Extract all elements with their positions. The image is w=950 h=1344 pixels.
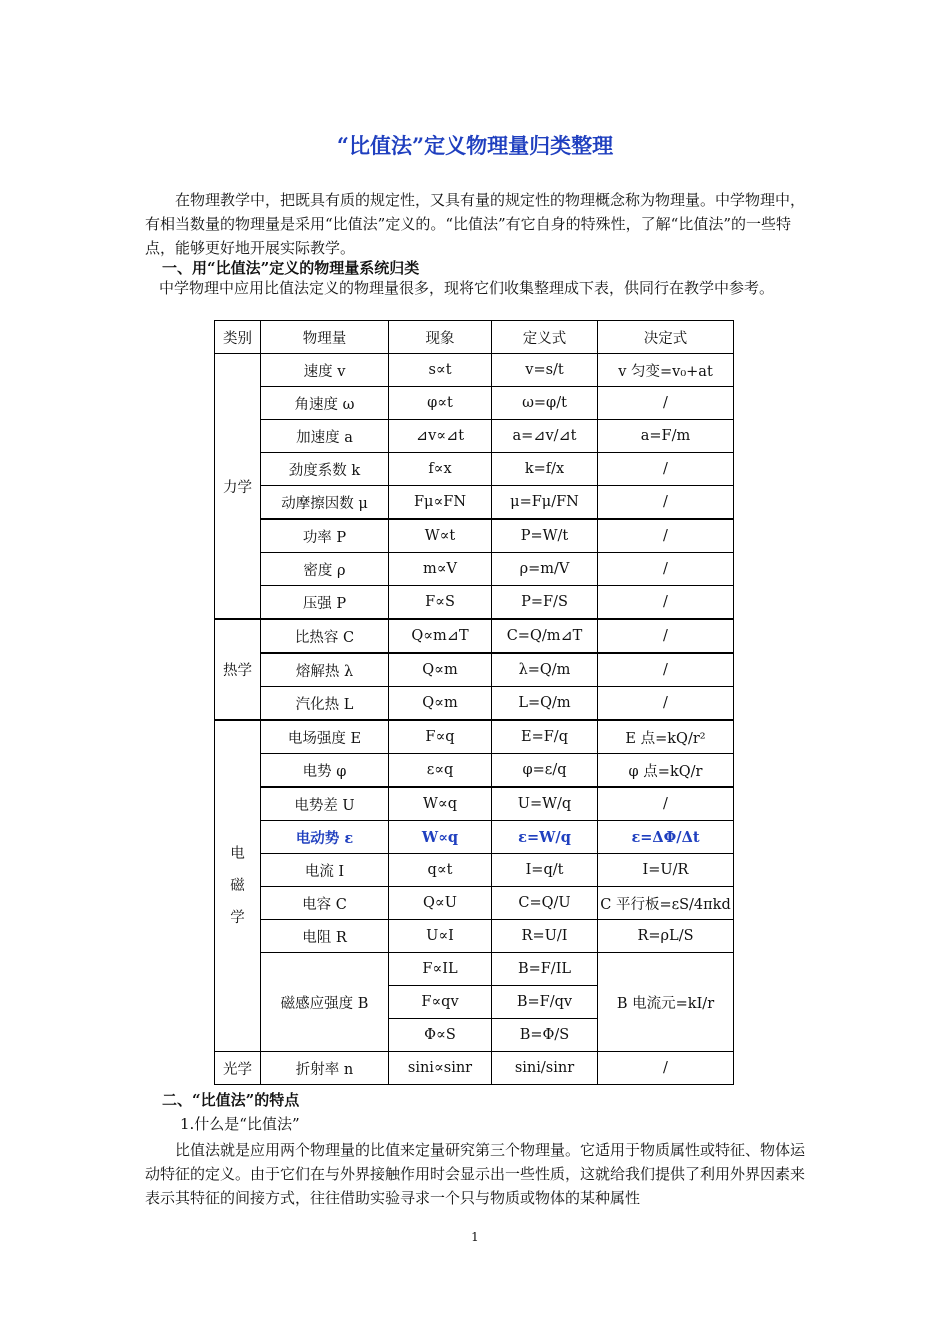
quantity-cell: 速度 v <box>261 354 389 387</box>
determination-cell: / <box>598 619 734 653</box>
definition-cell: I=q/t <box>492 854 598 887</box>
section2-heading: 二、“比值法”的特点 <box>162 1091 300 1109</box>
definition-cell: sini/sinr <box>492 1052 598 1085</box>
determination-cell: / <box>598 653 734 687</box>
determination-cell: / <box>598 787 734 821</box>
quantity-cell: 折射率 n <box>261 1052 389 1085</box>
definition-cell: C=Q/m⊿T <box>492 619 598 653</box>
phenomenon-cell: ε∝q <box>389 754 492 788</box>
phenomenon-cell: Φ∝S <box>389 1019 492 1052</box>
table-row <box>215 754 734 788</box>
intro-paragraph: 在物理教学中，把既具有质的规定性，又具有量的规定性的物理概念称为物理量。中学物理中，有相当数量的物理量是采用“比值法”定义的。“比值法”有它自身的特殊性，了解“比值法”的一些特点，能够更好地开展实际教学。 <box>145 191 806 257</box>
section2-subheading: 1.什么是“比值法” <box>180 1115 300 1133</box>
table-row <box>215 854 734 887</box>
determination-cell: / <box>598 1052 734 1085</box>
phenomenon-cell: φ∝t <box>389 387 492 420</box>
definition-cell: E=F/q <box>492 720 598 754</box>
determination-cell: a=F/m <box>598 420 734 453</box>
phenomenon-cell: Fμ∝FN <box>389 486 492 520</box>
determination-cell: φ 点=kQ/r <box>598 754 734 788</box>
determination-cell: / <box>598 553 734 586</box>
quantity-cell: 电势 φ <box>261 754 389 788</box>
determination-cell: R=ρL/S <box>598 920 734 953</box>
quantity-cell: 汽化热 L <box>261 687 389 721</box>
category-optics: 光学 <box>215 1052 261 1085</box>
table-row <box>215 586 734 620</box>
table-row <box>215 553 734 586</box>
definition-cell: B=F/qv <box>492 986 598 1019</box>
table-row <box>215 619 734 653</box>
category-mechanics: 力学 <box>215 354 261 620</box>
definition-cell: U=W/q <box>492 787 598 821</box>
phenomenon-cell: W∝q <box>389 787 492 821</box>
definition-cell: μ=Fμ/FN <box>492 486 598 520</box>
table-row <box>215 387 734 420</box>
determination-cell: / <box>598 486 734 520</box>
category-em-char: 电 <box>230 846 245 862</box>
phenomenon-cell: m∝V <box>389 553 492 586</box>
phenomenon-cell: Q∝m⊿T <box>389 619 492 653</box>
header-phenomenon: 现象 <box>389 321 492 354</box>
quantity-cell: 电场强度 E <box>261 720 389 754</box>
page-number: 1 <box>471 1230 479 1244</box>
phenomenon-cell: F∝qv <box>389 986 492 1019</box>
quantity-cell: 功率 P <box>261 519 389 553</box>
table-row <box>215 787 734 821</box>
phenomenon-cell: s∝t <box>389 354 492 387</box>
determination-cell: / <box>598 687 734 721</box>
quantity-cell: 角速度 ω <box>261 387 389 420</box>
determination-cell: C 平行板=εS/4πkd <box>598 887 734 920</box>
category-electromagnetism <box>215 720 261 1052</box>
table-row <box>215 653 734 687</box>
definition-cell: φ=ε/q <box>492 754 598 788</box>
quantity-cell: 压强 P <box>261 586 389 620</box>
phenomenon-cell: Q∝U <box>389 887 492 920</box>
phenomenon-cell: U∝I <box>389 920 492 953</box>
definition-cell: λ=Q/m <box>492 653 598 687</box>
section1-heading: 一、用“比值法”定义的物理量系统归类 <box>162 259 420 277</box>
category-em-char: 学 <box>230 910 245 926</box>
determination-cell: / <box>598 453 734 486</box>
definition-cell: C=Q/U <box>492 887 598 920</box>
determination-cell: v 匀变=v₀+at <box>598 354 734 387</box>
table-row <box>215 720 734 754</box>
phenomenon-cell: f∝x <box>389 453 492 486</box>
definition-cell: B=F/IL <box>492 953 598 986</box>
table-row <box>215 486 734 520</box>
table-row <box>215 420 734 453</box>
phenomenon-cell: Q∝m <box>389 653 492 687</box>
table-row <box>215 1052 734 1085</box>
page-title: “比值法”定义物理量归类整理 <box>336 133 614 158</box>
table-row <box>215 354 734 387</box>
quantity-cell: 电势差 U <box>261 787 389 821</box>
definition-cell: B=Φ/S <box>492 1019 598 1052</box>
phenomenon-cell: q∝t <box>389 854 492 887</box>
header-definition: 定义式 <box>492 321 598 354</box>
quantity-cell: 密度 ρ <box>261 553 389 586</box>
table-row <box>215 519 734 553</box>
quantity-cell: 电阻 R <box>261 920 389 953</box>
table-row <box>215 953 734 986</box>
phenomenon-cell: Q∝m <box>389 687 492 721</box>
category-em-char: 磁 <box>230 878 245 894</box>
phenomenon-cell: F∝q <box>389 720 492 754</box>
table-header-row <box>215 321 734 354</box>
quantity-table <box>214 320 734 1085</box>
definition-cell: R=U/I <box>492 920 598 953</box>
phenomenon-cell: sini∝sinr <box>389 1052 492 1085</box>
definition-cell: ω=φ/t <box>492 387 598 420</box>
quantity-cell: 劲度系数 k <box>261 453 389 486</box>
quantity-cell: 加速度 a <box>261 420 389 453</box>
definition-cell: ε=W/q <box>492 821 598 854</box>
quantity-cell: 电流 I <box>261 854 389 887</box>
definition-cell: P=W/t <box>492 519 598 553</box>
determination-cell: I=U/R <box>598 854 734 887</box>
table-row <box>215 687 734 721</box>
quantity-cell-magnetic: 磁感应强度 B <box>261 953 389 1052</box>
definition-cell: a=⊿v/⊿t <box>492 420 598 453</box>
definition-cell: k=f/x <box>492 453 598 486</box>
quantity-cell: 熔解热 λ <box>261 653 389 687</box>
table-row <box>215 920 734 953</box>
definition-cell: L=Q/m <box>492 687 598 721</box>
phenomenon-cell: W∝q <box>389 821 492 854</box>
determination-cell-magnetic: B 电流元=kI/r <box>598 953 734 1052</box>
determination-cell: ε=ΔΦ/Δt <box>598 821 734 854</box>
quantity-cell: 电动势 ε <box>261 821 389 854</box>
header-determination: 决定式 <box>598 321 734 354</box>
category-thermal: 热学 <box>215 619 261 720</box>
table-row <box>215 453 734 486</box>
definition-cell: P=F/S <box>492 586 598 620</box>
determination-cell: / <box>598 586 734 620</box>
section2-paragraph: 比值法就是应用两个物理量的比值来定量研究第三个物理量。它适用于物质属性或特征、物体运动特征的定义。由于它们在与外界接触作用时会显示出一些性质，这就给我们提供了利用外界因素来表示其特征的间接方式，往往借助实验寻求一个只与物质或物体的某种属性 <box>145 1141 806 1207</box>
phenomenon-cell: ⊿v∝⊿t <box>389 420 492 453</box>
section1-paragraph: 中学物理中应用比值法定义的物理量很多，现将它们收集整理成下表，供同行在教学中参考。 <box>159 279 775 297</box>
table-row-highlighted <box>215 821 734 854</box>
definition-cell: v=s/t <box>492 354 598 387</box>
quantity-cell: 电容 C <box>261 887 389 920</box>
phenomenon-cell: F∝S <box>389 586 492 620</box>
header-category: 类别 <box>215 321 261 354</box>
determination-cell: / <box>598 519 734 553</box>
determination-cell: / <box>598 387 734 420</box>
quantity-cell: 动摩擦因数 μ <box>261 486 389 520</box>
quantity-cell: 比热容 C <box>261 619 389 653</box>
definition-cell: ρ=m/V <box>492 553 598 586</box>
header-quantity: 物理量 <box>261 321 389 354</box>
determination-cell: E 点=kQ/r² <box>598 720 734 754</box>
table-row <box>215 887 734 920</box>
phenomenon-cell: F∝IL <box>389 953 492 986</box>
phenomenon-cell: W∝t <box>389 519 492 553</box>
